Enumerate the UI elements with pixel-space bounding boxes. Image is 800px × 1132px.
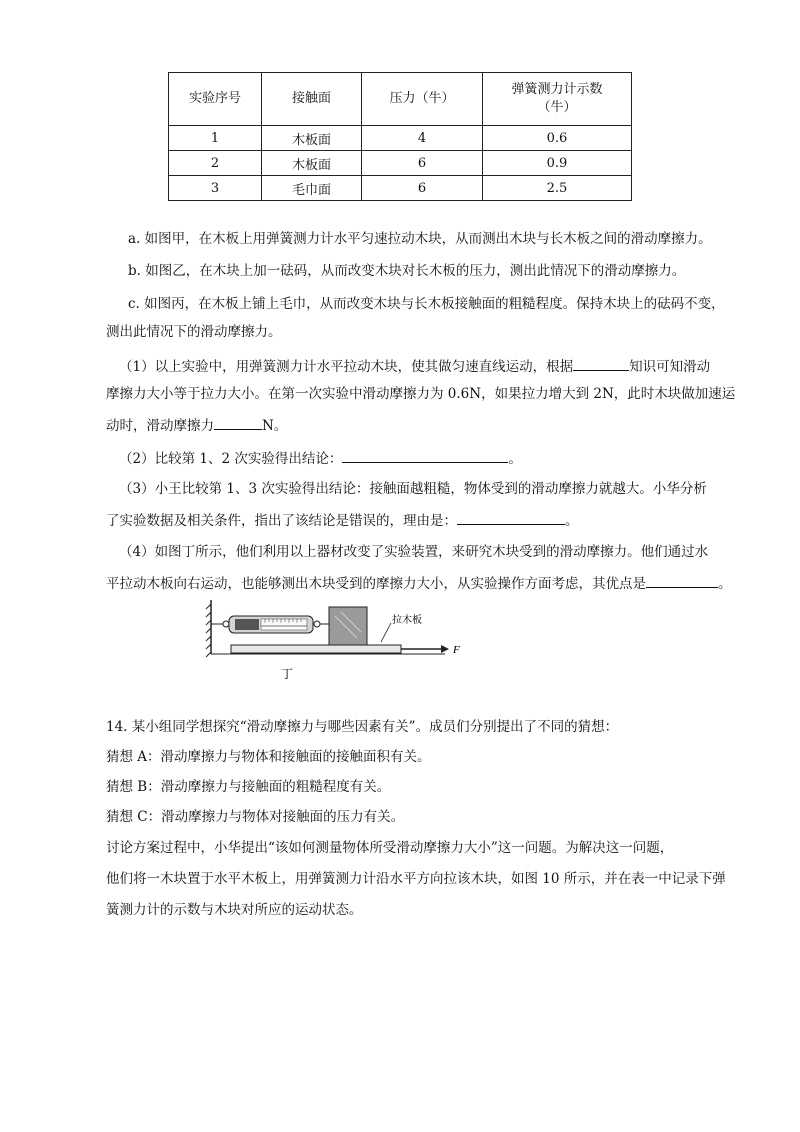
header-reading (483, 73, 632, 126)
arrow-icon (401, 645, 449, 653)
table-row (169, 151, 632, 176)
figure-caption: 丁 (281, 667, 294, 680)
cell-reading: 0.6 (483, 126, 632, 151)
answer-blank-4[interactable] (457, 509, 565, 525)
force-label: F (453, 644, 460, 656)
question-3-end: 。 (565, 513, 579, 529)
question-1-line2: 摩擦力大小等于拉力大小。在第一次实验中滑动摩擦力为 0.6N，如果拉力增大到 2N，此时木块做加速运 (106, 386, 736, 402)
question-1-text-d: 动时，滑动摩擦力 (106, 418, 214, 434)
step-c-line2: 测出此情况下的滑动摩擦力。 (106, 324, 282, 340)
data-table (168, 72, 632, 201)
discussion-line2: 他们将一木块置于水平木板上，用弹簧测力计沿水平方向拉该木块，如图 10 所示，并在表一中记录下弹 (106, 871, 726, 887)
question-4-line1: （4）如图丁所示，他们利用以上器材改变了实验装置，来研究木块受到的滑动摩擦力。他们通过水 (119, 544, 709, 560)
cell-trial: 1 (169, 126, 262, 151)
question-3-line1: （3）小王比较第 1、3 次实验得出结论：接触面越粗糙，物体受到的滑动摩擦力就越大。小华分析 (119, 481, 707, 497)
question-2-text: （2）比较第 1、2 次实验得出结论： (119, 451, 343, 467)
cell-surface: 木板面 (262, 126, 362, 151)
cell-pressure: 6 (362, 151, 483, 176)
experiment-diagram (205, 594, 475, 680)
cell-surface: 木板面 (262, 151, 362, 176)
board-label: 拉木板 (392, 615, 422, 626)
question-1-text-b: 知识可知滑动 (629, 359, 711, 375)
cell-reading: 2.5 (483, 176, 632, 201)
question-1-text-e: N。 (262, 418, 288, 434)
header-surface: 接触面 (262, 73, 362, 126)
question-4-end: 。 (718, 576, 732, 592)
question-2 (119, 447, 522, 469)
question-1-line1 (119, 355, 710, 377)
cell-pressure: 4 (362, 126, 483, 151)
guess-b: 猜想 B：滑动摩擦力与接触面的粗糙程度有关。 (106, 779, 391, 795)
wooden-board (231, 645, 401, 653)
step-c-line1: c. 如图丙，在木板上铺上毛巾，从而改变木块与长木板接触面的粗糙程度。保持木块上的砝码不变， (128, 296, 725, 312)
step-a: a. 如图甲，在木板上用弹簧测力计水平匀速拉动木块，从而测出木块与长木板之间的滑动摩擦力。 (128, 231, 712, 247)
guess-a: 猜想 A：滑动摩擦力与物体和接触面的接触面积有关。 (106, 749, 431, 765)
wall-icon (206, 600, 211, 657)
answer-blank-1[interactable] (573, 355, 629, 371)
header-trial: 实验序号 (169, 73, 262, 126)
table-row (169, 126, 632, 151)
cell-trial: 3 (169, 176, 262, 201)
header-reading-line2: （牛） (537, 100, 577, 115)
question-1-line3 (106, 414, 287, 436)
guess-c: 猜想 C：滑动摩擦力与物体对接触面的压力有关。 (106, 809, 405, 825)
question-4-text: 平拉动木板向右运动，也能够测出木块受到的摩擦力大小，从实验操作方面考虑，其优点是 (106, 576, 646, 592)
discussion-line3: 簧测力计的示数与木块对所应的运动状态。 (106, 902, 363, 918)
problem-14-title: 14. 某小组同学想探究“滑动摩擦力与哪些因素有关”。成员们分别提出了不同的猜想： (106, 719, 619, 735)
header-pressure: 压力（牛） (362, 73, 483, 126)
cell-pressure: 6 (362, 176, 483, 201)
header-reading-line1: 弹簧测力计示数 (511, 82, 603, 97)
table-header-row (169, 73, 632, 126)
cell-trial: 2 (169, 151, 262, 176)
question-2-end: 。 (508, 451, 522, 467)
question-1-text-a: （1）以上实验中，用弹簧测力计水平拉动木块，使其做匀速直线运动，根据 (119, 359, 574, 375)
answer-blank-5[interactable] (646, 572, 718, 588)
question-4-line2 (106, 572, 732, 594)
step-b: b. 如图乙，在木块上加一砝码，从而改变木块对长木板的压力，测出此情况下的滑动摩擦力。 (128, 263, 686, 279)
question-3-text: 了实验数据及相关条件，指出了该结论是错误的，理由是： (106, 513, 457, 529)
answer-blank-3[interactable] (342, 447, 508, 463)
discussion-line1: 讨论方案过程中，小华提出“该如何测量物体所受滑动摩擦力大小”这一问题。为解决这一问题， (106, 840, 674, 856)
cell-surface: 毛巾面 (262, 176, 362, 201)
label-leader-line (381, 623, 391, 642)
wooden-block-icon (329, 607, 367, 645)
answer-blank-2[interactable] (214, 414, 262, 430)
cell-reading: 0.9 (483, 151, 632, 176)
spring-scale-icon (211, 616, 329, 633)
table-row (169, 176, 632, 201)
question-3-line2 (106, 509, 579, 531)
